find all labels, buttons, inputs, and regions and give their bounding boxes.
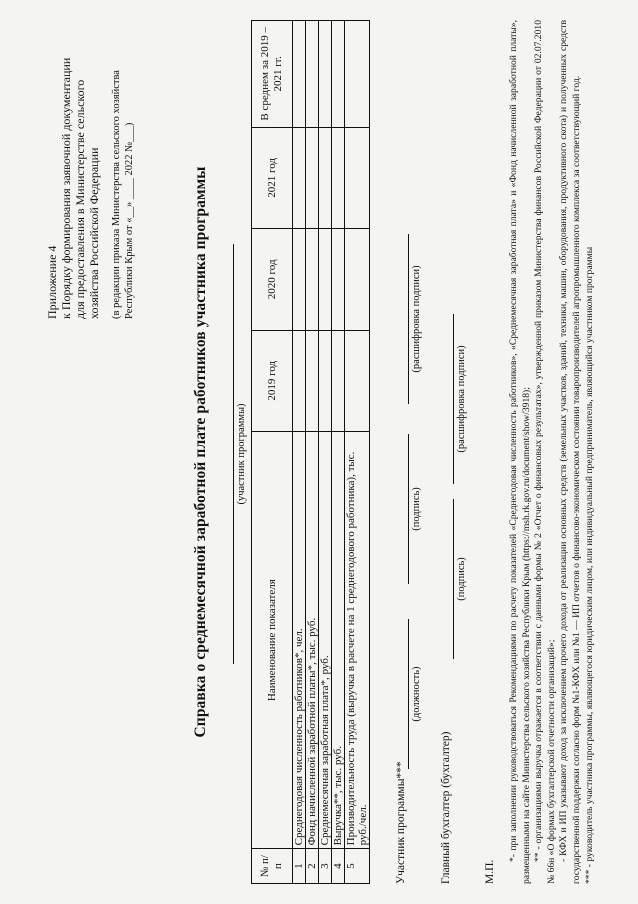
header-2019: 2019 год xyxy=(252,330,293,431)
accountant-signature-caption: (подпись) xyxy=(456,557,467,601)
appendix-note-line: (в редакции приказа Министерства сельского хозяйства xyxy=(111,70,122,319)
header-name: Наименование показателя xyxy=(252,431,293,848)
cell-2020 xyxy=(319,229,332,330)
appendix-note-line: Республики Крым от «__» ____ 2022 №___) xyxy=(123,122,135,319)
accountant-decoding-caption: (расшифровка подписи) xyxy=(456,345,467,453)
cell-2021 xyxy=(345,127,370,228)
participant-caption: (участник программы) xyxy=(236,403,247,505)
cell-2020 xyxy=(306,229,319,330)
footnote: *** - руководитель участника программы, являющегося юридическим лицом, или индивидуальный предприниматель, являющийся участником программы xyxy=(583,246,595,884)
indicators-table xyxy=(251,20,370,884)
header-2021: 2021 год xyxy=(252,127,293,228)
cell-average xyxy=(293,21,306,128)
table-row xyxy=(319,21,332,884)
accountant-signature-line xyxy=(453,499,454,659)
cell-2019 xyxy=(332,330,345,431)
participant-blank-line xyxy=(233,244,234,664)
footnotes xyxy=(508,20,596,884)
cell-2020 xyxy=(332,229,345,330)
row-num: 2 xyxy=(306,849,319,884)
appendix-line: Приложение 4 xyxy=(45,245,59,319)
stamp-placeholder: М.П. xyxy=(484,859,496,884)
row-num: 3 xyxy=(319,849,332,884)
cell-2019 xyxy=(306,330,319,431)
document-title: Справка о среднемесячной заработной плате работников участника программы xyxy=(192,166,209,738)
participant-label: Участник программы*** xyxy=(395,761,407,884)
cell-average xyxy=(345,21,370,128)
appendix-note xyxy=(111,19,136,319)
table-row xyxy=(306,21,319,884)
table-row xyxy=(332,21,345,884)
row-num: 5 xyxy=(345,849,370,884)
table-row xyxy=(345,21,370,884)
decoding-caption: (расшифровка подписи) xyxy=(411,265,422,373)
cell-2021 xyxy=(306,127,319,228)
cell-2019 xyxy=(319,330,332,431)
row-num: 4 xyxy=(332,849,345,884)
decoding-line xyxy=(408,234,409,404)
cell-2019 xyxy=(345,330,370,431)
footnote: ** - организациями выручка отражается в соответствии с данными формы № 2 «Отчет о финансовых результатах», утвержденной приказом Министерства финансов Российской Федерации от 02.07.2010 № 66н «О формах бухгалтерской отчетности организаций»; xyxy=(533,20,557,884)
row-name: Среднемесячная заработная плата*, руб. xyxy=(319,431,332,848)
footnote: *- при заполнении руководствоваться Рекомендациями по расчету показателей «Среднегодовая численность работников», «Среднемесячная заработная плата» и «Фонд начисленной заработной платы», размещенными на сайте Министерства сельского хозяйства Республики Крым (https://msh.rk.gov.ru/document/show/3918); xyxy=(508,20,532,884)
appendix-line: для предоставления в Министерстве сельского xyxy=(73,79,87,319)
header-2020: 2020 год xyxy=(252,229,293,330)
appendix-header xyxy=(45,19,136,319)
signature-caption: (подпись) xyxy=(411,487,422,531)
footnote: - КФХ и ИП указывают доход за исключением прочего дохода от реализации основных средств (земельных участков, зданий, техники, машин, оборудования, продуктивного скота) и полученных средств государственной поддержки согласно форм №1-КФХ или №1 — ИП отчетов о финансово-экономическом состоянии товаропроизводителей агропромышленного комплекса за соответствующий год. xyxy=(558,20,582,884)
appendix-line: хозяйства Российской Федерации xyxy=(87,147,101,319)
signature-line xyxy=(408,434,409,584)
position-line xyxy=(408,619,409,769)
cell-2021 xyxy=(319,127,332,228)
cell-average xyxy=(319,21,332,128)
appendix-line: к Порядку формирования заявочной документации xyxy=(59,57,73,319)
row-num: 1 xyxy=(293,849,306,884)
cell-average xyxy=(332,21,345,128)
cell-2019 xyxy=(293,330,306,431)
header-num: № п/п xyxy=(252,849,293,884)
row-name: Фонд начисленной заработной платы*, тыс. руб. xyxy=(306,431,319,848)
cell-average xyxy=(306,21,319,128)
cell-2021 xyxy=(332,127,345,228)
cell-2021 xyxy=(293,127,306,228)
row-name: Среднегодовая численность работников*, чел. xyxy=(293,431,306,848)
cell-2020 xyxy=(345,229,370,330)
row-name: Производительность труда (выручка в расчете на 1 среднегодового работника), тыс. руб./чел. xyxy=(345,431,370,848)
cell-2020 xyxy=(293,229,306,330)
table-row xyxy=(293,21,306,884)
header-average: В среднем за 2019 – 2021 гг. xyxy=(252,21,293,128)
row-name: Выручка**, тыс. руб. xyxy=(332,431,345,848)
position-caption: (должность) xyxy=(411,666,422,722)
accountant-decoding-line xyxy=(453,314,454,484)
accountant-label: Главный бухгалтер (бухгалтер) xyxy=(440,731,452,884)
table-header-row xyxy=(252,21,293,884)
